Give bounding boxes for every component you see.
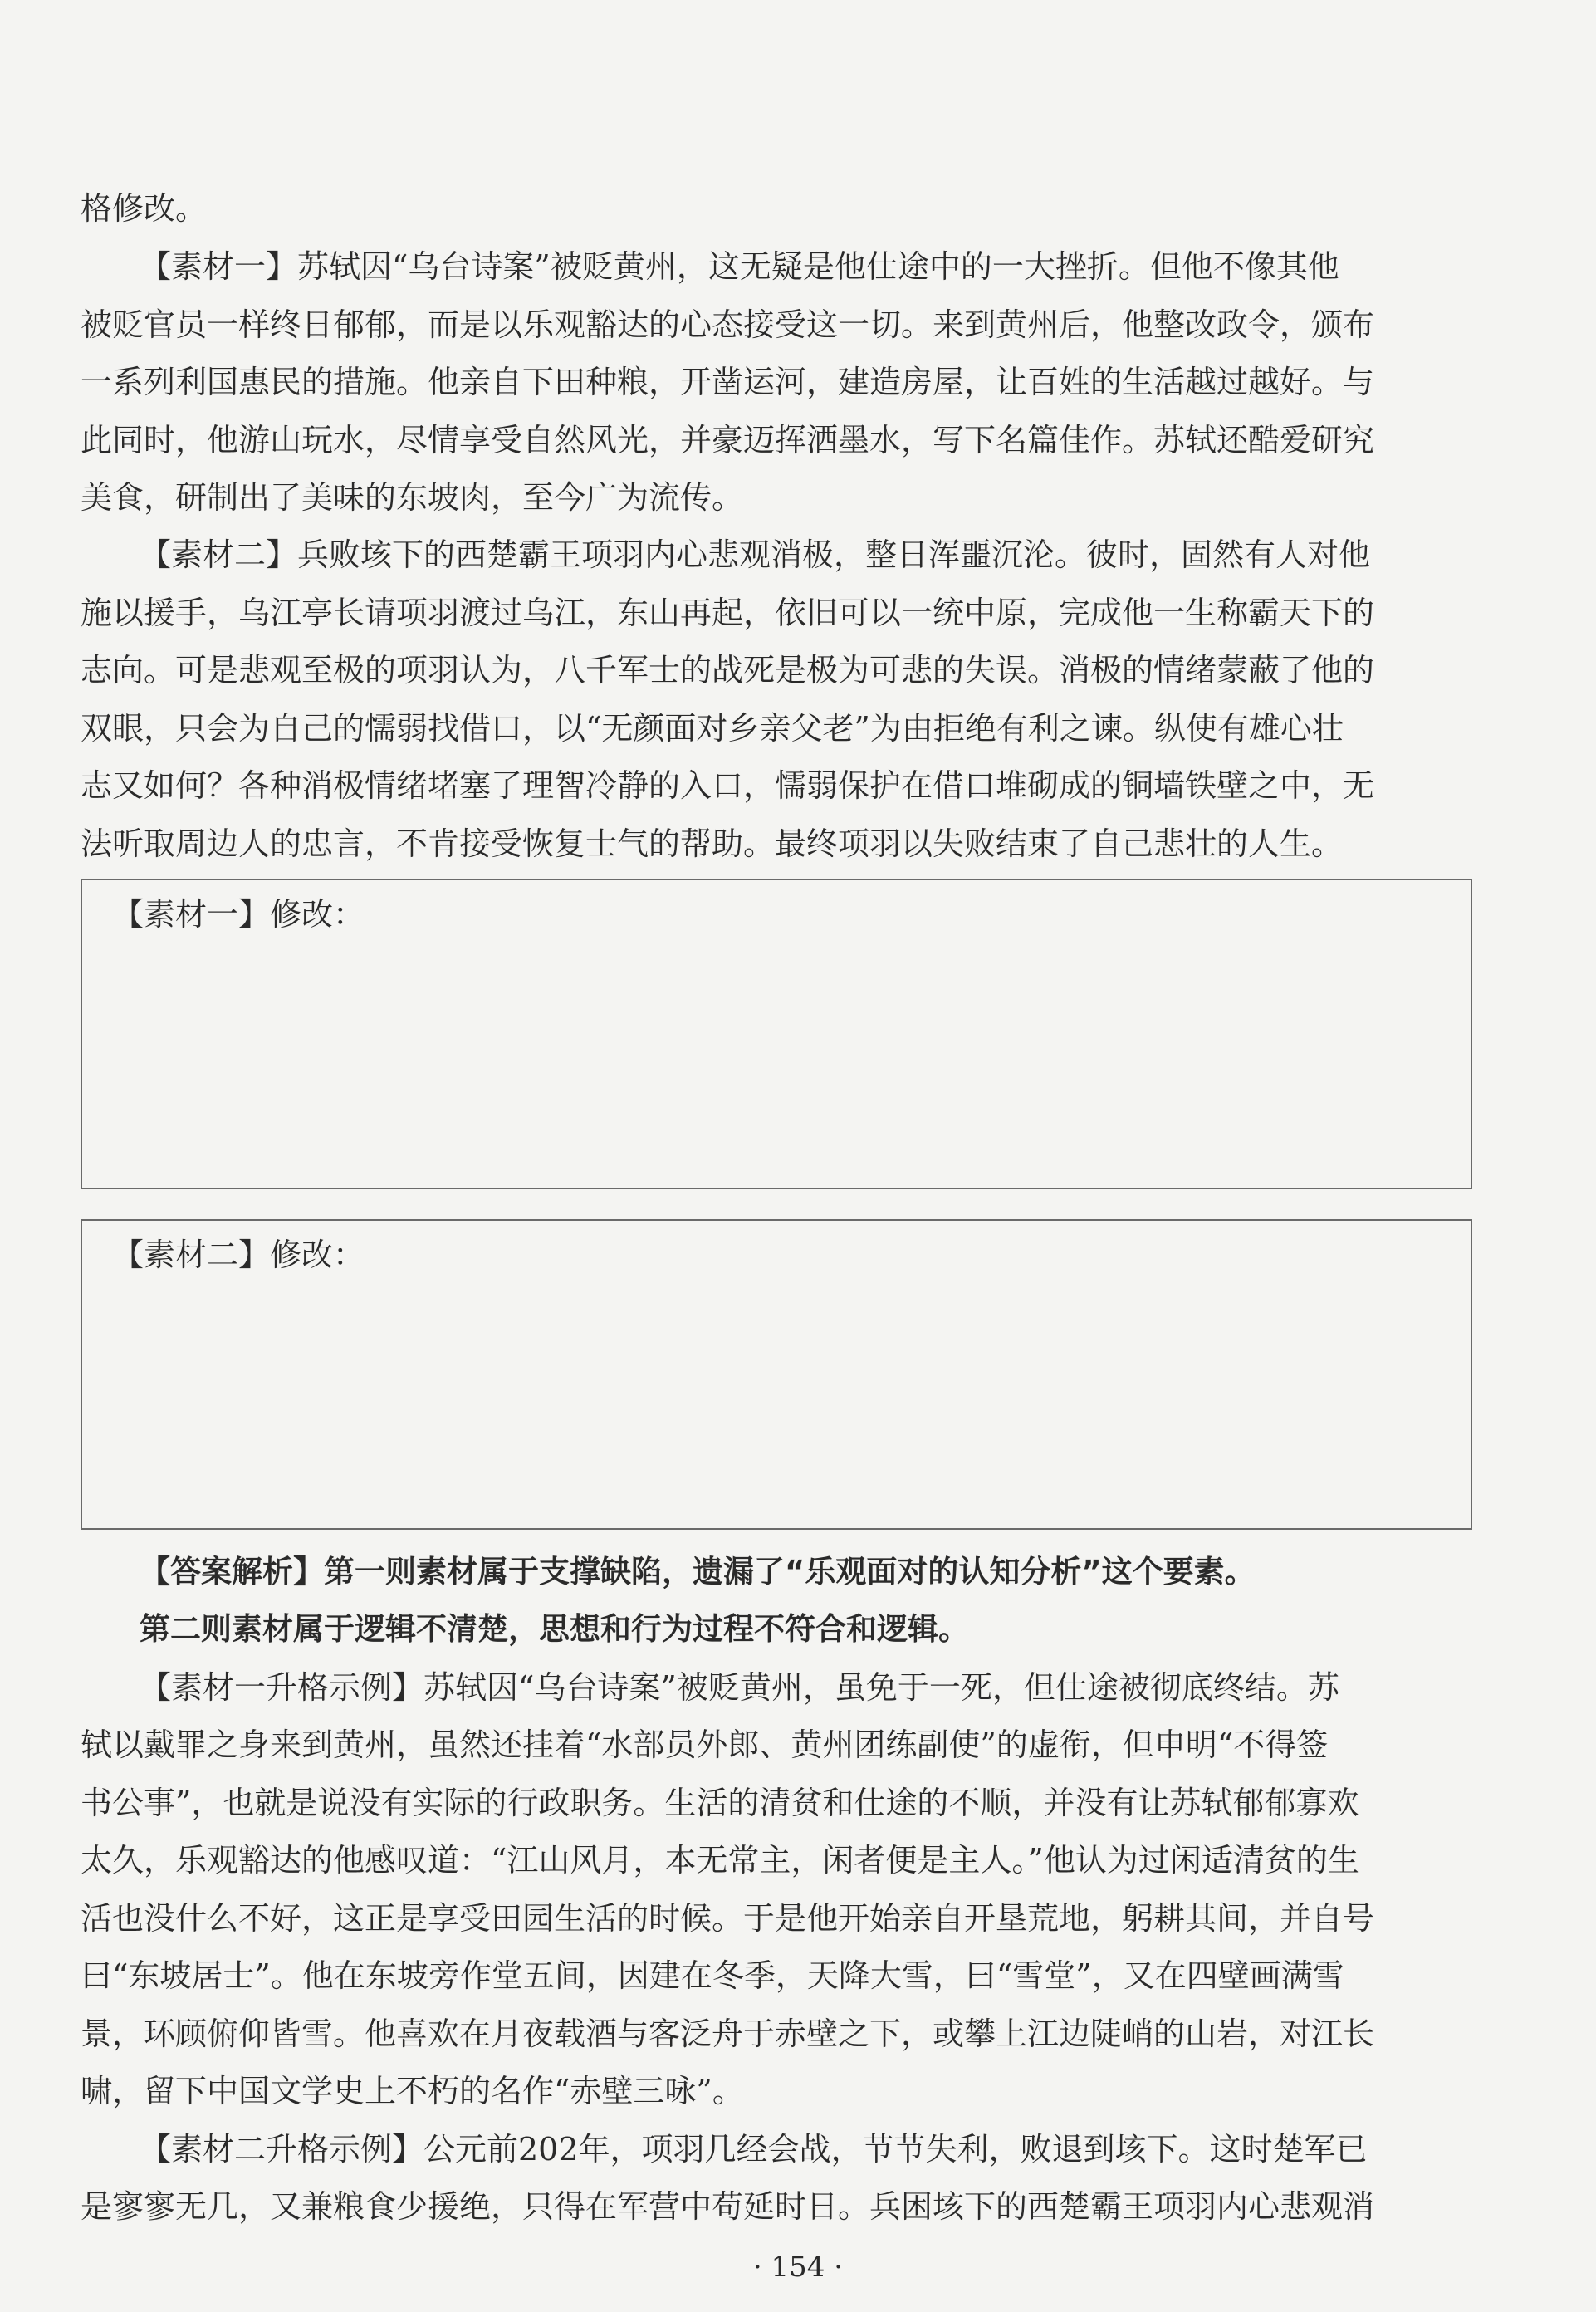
text-line: 一系列利国惠民的措施。他亲自下田种粮，开凿运河，建造房屋，让百姓的生活越过越好。与	[81, 364, 1375, 400]
page-number: · 154 ·	[752, 2251, 844, 2284]
text-line: 双眼，只会为自己的懦弱找借口，以“无颜面对乡亲父老”为由拒绝有利之谏。纵使有雄心壮	[81, 710, 1344, 747]
text-line: 太久，乐观豁达的他感叹道：“江山风月，本无常主，闲者便是主人。”他认为过闲适清贫的生	[81, 1842, 1359, 1878]
answer-box-material-2	[81, 1219, 1472, 1530]
text-line: 【素材二】兵败垓下的西楚霸王项羽内心悲观消极，整日浑噩沉沦。彼时，固然有人对他	[140, 536, 1371, 573]
text-line: 是寥寥无几，又兼粮食少援绝，只得在军营中苟延时日。兵困垓下的西楚霸王项羽内心悲观消	[81, 2188, 1375, 2225]
answer-box-material-1	[81, 879, 1472, 1189]
answer-box-label: 【素材二】修改：	[112, 1237, 365, 1273]
answer-box-label: 【素材一】修改：	[112, 896, 365, 933]
text-line: 此同时，他游山玩水，尽情享受自然风光，并豪迈挥洒墨水，写下名篇佳作。苏轼还酷爱研究	[81, 422, 1375, 458]
text-line: 活也没什么不好，这正是享受田园生活的时候。于是他开始亲自开垦荒地，躬耕其间，并自号	[81, 1900, 1375, 1937]
answer-analysis-line: 【答案解析】第一则素材属于支撑缺陷，遗漏了“乐观面对的认知分析”这个要素。	[140, 1554, 1256, 1590]
text-line: 啸，留下中国文学史上不朽的名作“赤壁三咏”。	[81, 2073, 744, 2109]
text-line: 志又如何？各种消极情绪堵塞了理智冷静的入口，懦弱保护在借口堆砌成的铜墙铁壁之中，无	[81, 767, 1375, 804]
text-line: 轼以戴罪之身来到黄州，虽然还挂着“水部员外郎、黄州团练副使”的虚衔，但申明“不得签	[81, 1727, 1329, 1763]
text-line: 志向。可是悲观至极的项羽认为，八千军士的战死是极为可悲的失误。消极的情绪蒙蔽了他的	[81, 652, 1375, 688]
text-line: 曰“东坡居士”。他在东坡旁作堂五间，因建在冬季，天降大雪，曰“雪堂”，又在四壁画满雪	[81, 1957, 1344, 1994]
text-line: 景，环顾俯仰皆雪。他喜欢在月夜载酒与客泛舟于赤壁之下，或攀上江边陡峭的山岩，对江长	[81, 2016, 1375, 2052]
text-line: 被贬官员一样终日郁郁，而是以乐观豁达的心态接受这一切。来到黄州后，他整改政令，颁布	[81, 306, 1375, 343]
text-line: 书公事”，也就是说没有实际的行政职务。生活的清贫和仕途的不顺，并没有让苏轼郁郁寡欢	[81, 1785, 1359, 1821]
text-line: 法听取周边人的忠言，不肯接受恢复士气的帮助。最终项羽以失败结束了自己悲壮的人生。	[81, 825, 1344, 862]
text-line: 【素材一升格示例】苏轼因“乌台诗案”被贬黄州，虽免于一死，但仕途被彻底终结。苏	[140, 1669, 1339, 1706]
text-line: 施以援手，乌江亭长请项羽渡过乌江，东山再起，依旧可以一统中原，完成他一生称霸天下的	[81, 595, 1375, 631]
text-line: 格修改。	[81, 190, 208, 227]
text-line: 美食，研制出了美味的东坡肉，至今广为流传。	[81, 479, 744, 516]
text-line: 【素材二升格示例】公元前202年，项羽几经会战，节节失利，败退到垓下。这时楚军已	[140, 2131, 1368, 2168]
answer-analysis-line: 第二则素材属于逻辑不清楚，思想和行为过程不符合和逻辑。	[140, 1611, 969, 1647]
text-line: 【素材一】苏轼因“乌台诗案”被贬黄州，这无疑是他仕途中的一大挫折。但他不像其他	[140, 248, 1339, 285]
